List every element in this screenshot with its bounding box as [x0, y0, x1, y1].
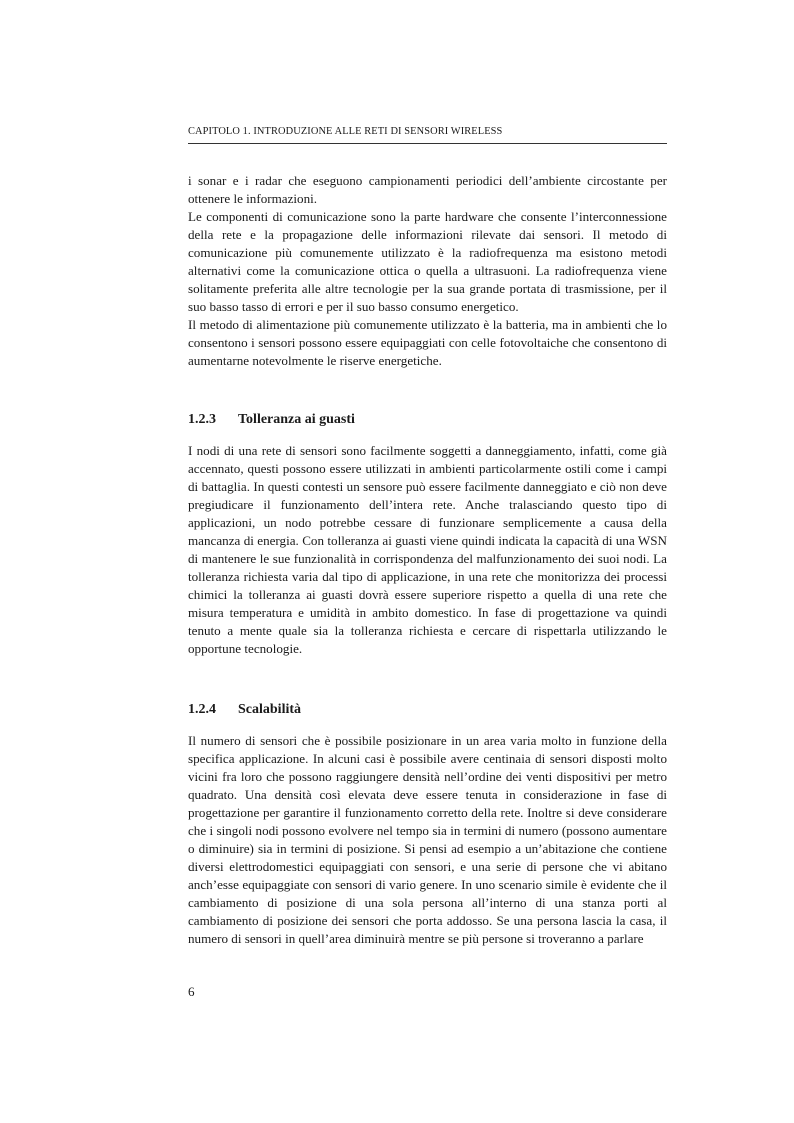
section-number: 1.2.4	[188, 702, 216, 717]
section-paragraph: Il numero di sensori che è possibile posizionare in un area varia molto in funzione della specifica applicazione. In alcuni casi è possibile avere centinaia di sensori disposti molto vicini fra loro che possono raggiungere densità nell’ordine dei venti dispositivi per metro quadrato. Una densità così elevata deve essere tenuta in considerazione in fase di progettazione per garantire il funzionamento corretto della rete. Inoltre si deve considerare che i singoli nodi possono evolvere nel tempo sia in termini di numero (possono aumentare o diminuire) sia in termini di posizione. Si pensi ad esempio a un’abitazione che contiene diversi elettrodomestici equipaggiati con sensori, e una serie di persone che vi abitano anch’esse equipaggiate con sensori di vario genere. In uno scenario simile è evidente che il cambiamento di posizione di una sola persona all’interno di una stanza porti al cambiamento di posizione dei sensori che porta addosso. Se una persona lascia la casa, il numero di sensori in quell’area diminuirà mentre se più persone si troveranno a parlare	[188, 733, 667, 946]
intro-paragraph-2: Le componenti di comunicazione sono la parte hardware che consente l’interconnessione della rete e la propagazione delle informazioni rilevate dai sensori. Il metodo di comunicazione più comunemente utilizzato è la radiofrequenza ma esistono metodi alternativi come la comunicazione ottica o quella a ultrasuoni. La radiofrequenza viene solitamente preferita alle altre tecnologie per la sua grande portata di trasmissione, per il suo basso tasso di errori e per il suo basso consumo energetico.	[188, 209, 667, 314]
intro-text	[188, 172, 667, 370]
intro-paragraph-1: i sonar e i radar che eseguono campionamenti periodici dell’ambiente circostante per ottenere le informazioni.	[188, 173, 667, 206]
section-paragraph: I nodi di una rete di sensori sono facilmente soggetti a danneggiamento, infatti, come già accennato, questi possono essere utilizzati in ambienti particolarmente ostili come i campi di battaglia. In questi contesti un sensore può essere facilmente danneggiato e ciò non deve pregiudicare il funzionamento dell’intera rete. Anche tralasciando questo tipo di applicazioni, un nodo potrebbe cessare di funzionare semplicemente a causa della mancanza di energia. Con tolleranza ai guasti viene quindi indicata la capacità di una WSN di mantenere le sue funzionalità in corrispondenza del malfunzionamento dei suoi nodi. La tolleranza richiesta varia dal tipo di applicazione, in una rete che monitorizza dei processi chimici la tolleranza ai guasti dovrà essere superiore rispetto a quella di una rete che misura temperatura e umidità in ambito domestico. In fase di progettazione va quindi tenuto a mente quale sia la tolleranza richiesta e cercare di rispettarla utilizzando le opportune tecnologie.	[188, 443, 667, 656]
page-number: 6	[188, 984, 195, 999]
header-rule	[188, 143, 667, 144]
section-heading-1-2-3	[188, 412, 355, 428]
section-title: Tolleranza ai guasti	[238, 412, 355, 427]
section-body-1-2-4	[188, 732, 667, 948]
section-title: Scalabilità	[238, 702, 302, 717]
section-heading-1-2-4	[188, 702, 301, 718]
section-number: 1.2.3	[188, 412, 216, 427]
running-header: CAPITOLO 1. INTRODUZIONE ALLE RETI DI SENSORI WIRELESS	[188, 126, 503, 137]
intro-paragraph-3: Il metodo di alimentazione più comunemente utilizzato è la batteria, ma in ambienti che lo consentono i sensori possono essere equipaggiati con celle fotovoltaiche che consentono di aumentarne notevolmente le riserve energetiche.	[188, 317, 667, 368]
section-body-1-2-3	[188, 442, 667, 658]
